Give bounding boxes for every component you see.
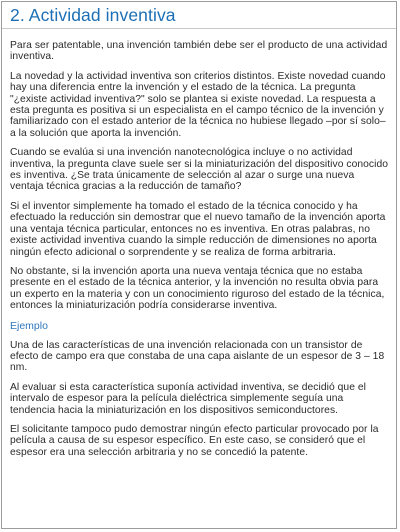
paragraph-nanotech-evaluation: Cuando se evalúa si una invención nanotecnológica incluye o no actividad inventiva, la pregunta clave suele ser si la miniaturización del dispositivo conocido es inventiva. ¿Se trata únicamente de selección al azar o surge una nueva ventaja técnica gracias a la reducción de tamaño? bbox=[10, 147, 388, 193]
article-panel bbox=[1, 1, 397, 529]
paragraph-example-transistor: Una de las características de una invención relacionada con un transistor de efecto de campo era que constaba de una capa aislante de un espesor de 3 – 18 nm. bbox=[10, 339, 385, 374]
paragraph-example-outcome: El solicitante tampoco pudo demostrar ningún efecto particular provocado por la película a causa de su espesor específico. En este caso, se consideró que el espesor era una selección arbitraria y no se concedió la patente. bbox=[10, 423, 379, 458]
paragraph-example-evaluation: Al evaluar si esta característica suponía actividad inventiva, se decidió que el intervalo de espesor para la película dieléctrica simplemente seguía una tendencia hacia la miniaturización en los dispositivos semiconductores. bbox=[10, 381, 367, 416]
title-bar bbox=[2, 2, 396, 29]
paragraph-no-inventive-step: Si el inventor simplemente ha tomado el estado de la técnica conocido y ha efectuado la reducción sin demostrar que el nuevo tamaño de la invención aporta una ventaja técnica particular, entonces no es inventiva. En otras palabras, no existe actividad inventiva cuando la simple reducción de dimensiones no aporta ningún efecto adicional o sorprendente y se realiza de forma arbitraria. bbox=[10, 200, 386, 258]
article-content bbox=[2, 29, 396, 458]
paragraph-miniaturization-inventive: No obstante, si la invención aporta una nueva ventaja técnica que no estaba presente en el estado de la técnica anterior, y la invención no resulta obvia para un experto en la materia y con un conocimiento riguroso del estado de la técnica, entonces la miniaturización podría considerarse inventiva. bbox=[10, 265, 385, 312]
example-heading: Ejemplo bbox=[10, 319, 48, 332]
paragraph-patentability: Para ser patentable, una invención también debe ser el producto de una actividad inventiva. bbox=[10, 40, 388, 63]
page-title: 2. Actividad inventiva bbox=[10, 5, 176, 25]
paragraph-novelty-vs-inventive-step: La novedad y la actividad inventiva son criterios distintos. Existe novedad cuando hay una diferencia entre la invención y el estado de la técnica. La pregunta "¿existe actividad inventiva?" solo se plantea si existe novedad. La respuesta a esta pregunta es positiva si un especialista en el campo técnico de la invención y familiarizado con el estado anterior de la técnica no hubiese llegado –por sí solo– a la solución que aporta la invención. bbox=[10, 70, 386, 139]
